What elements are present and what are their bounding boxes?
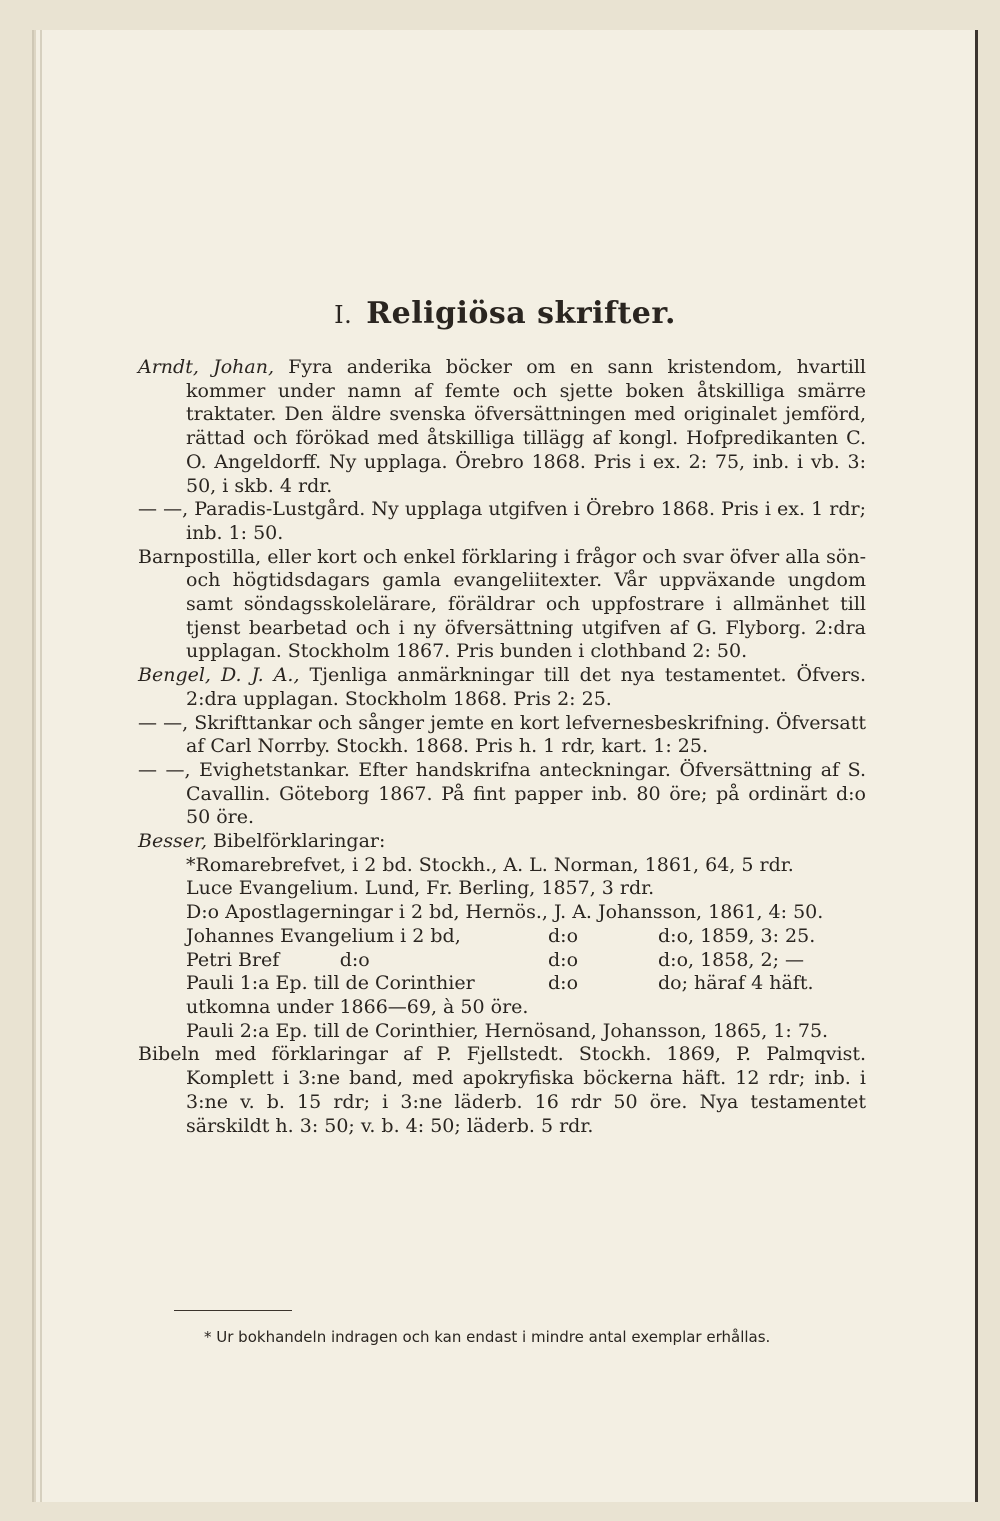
entry-text: Fyra anderika böcker om en sann kristendom, hvartill kommer under namn af femte och sjette boken åtskilliga smärre traktater. Den äldre svenska öfversättningen med originalet jemförd, rättad och förökad med åtskilliga tillägg af kongl. Hofpredikanten C. O. Angeldorff. Ny upplaga. Örebro 1868. Pris i ex. 2: 75, inb. i vb. 3: 50, i skb. 4 rdr. [186, 356, 866, 497]
besser-item: D:o Apostlagerningar i 2 bd, Hernös., J. A. Johansson, 1861, 4: 50. [186, 901, 824, 924]
besser-item: Luce Evangelium. Lund, Fr. Berling, 1857, 3 rdr. [186, 877, 655, 900]
besser-item: Pauli 2:a Ep. till de Corinthier, Hernösand, Johansson, 1865, 1: 75. [186, 1019, 829, 1042]
besser-table-row: Johannes Evangelium i 2 bd, d:o d:o, 1859, 3: 25. [186, 924, 816, 947]
entry-evighetstankar [138, 759, 866, 830]
entry-text: — —, Skrifttankar och sånger jemte en kort lefvernesbeskrifning. Öfversatt af Carl Norrby. Stockh. 1868. Pris h. 1 rdr, kart. 1: 25. [138, 711, 866, 758]
section-number: I. [334, 301, 353, 329]
footnote-rule [174, 1310, 292, 1311]
catalog-body [138, 356, 866, 1138]
besser-item: *Romarebrefvet, i 2 bd. Stockh., A. L. Norman, 1861, 64, 5 rdr. [186, 853, 794, 876]
book-page [32, 30, 976, 1502]
section-title: Religiösa skrifter. [366, 296, 676, 331]
entry-besser [138, 830, 866, 854]
entry-arndt [138, 356, 866, 498]
entry-author: Besser, [138, 830, 207, 853]
besser-table-row: Pauli 1:a Ep. till de Corinthier d:o do; häraf 4 häft. [186, 972, 814, 995]
entry-author: Bengel, D. J. A., [138, 664, 300, 687]
entry-barnpostilla [138, 546, 866, 665]
entry-text: — —, Paradis-Lustgård. Ny upplaga utgifven i Örebro 1868. Pris i ex. 1 rdr; inb. 1: 50. [138, 498, 866, 544]
besser-item: utkomna under 1866—69, à 50 öre. [186, 995, 529, 1018]
entry-skrifttankar [138, 712, 866, 759]
footnote: * Ur bokhandeln indragen och kan endast i mindre antal exemplar erhållas. [204, 1328, 771, 1346]
entry-text: Bibelförklaringar: [207, 830, 386, 853]
entry-author: Arndt, Johan, [138, 356, 274, 378]
section-heading [34, 296, 976, 331]
entry-paradis [138, 498, 866, 545]
entry-text: Barnpostilla, eller kort och enkel förklaring i frågor och svar öfver alla sön- och högtidsdagars gamla evangeliitexter. Vår uppväxande ungdom samt söndagsskolelärare, föräldrar och uppfostrare i allmänhet till tjenst bearbetad och i ny öfversättning utgifven af G. Flyborg. 2:dra upplagan. Stockholm 1867. Pris bunden i clothband 2: 50. [138, 545, 866, 663]
entry-text: Tjenliga anmärkningar till det nya testamentet. Öfvers. 2:dra upplagan. Stockholm 1868. Pris 2: 25. [186, 664, 866, 710]
entry-text: — —, Evighetstankar. Efter handskrifna anteckningar. Öfversättning af S. Cavallin. Göteborg 1867. På fint papper inb. 80 öre; på ordinärt d:o 50 öre. [138, 758, 866, 829]
besser-list [138, 854, 866, 1044]
besser-table-row: Petri Bref d:o d:o d:o, 1858, 2; — [186, 948, 805, 971]
entry-bengel [138, 664, 866, 711]
entry-bibeln: Bibeln med förklaringar af P. Fjellstedt. Stockh. 1869, P. Palmqvist. Komplett i 3:ne band, med apokryfiska böckerna häft. 12 rdr; inb. i 3:ne v. b. 15 rdr; i 3:ne läderb. 16 rdr 50 öre. Nya testamentet särskildt h. 3: 50; v. b. 4: 50; läderb. 5 rdr. [138, 1043, 866, 1137]
